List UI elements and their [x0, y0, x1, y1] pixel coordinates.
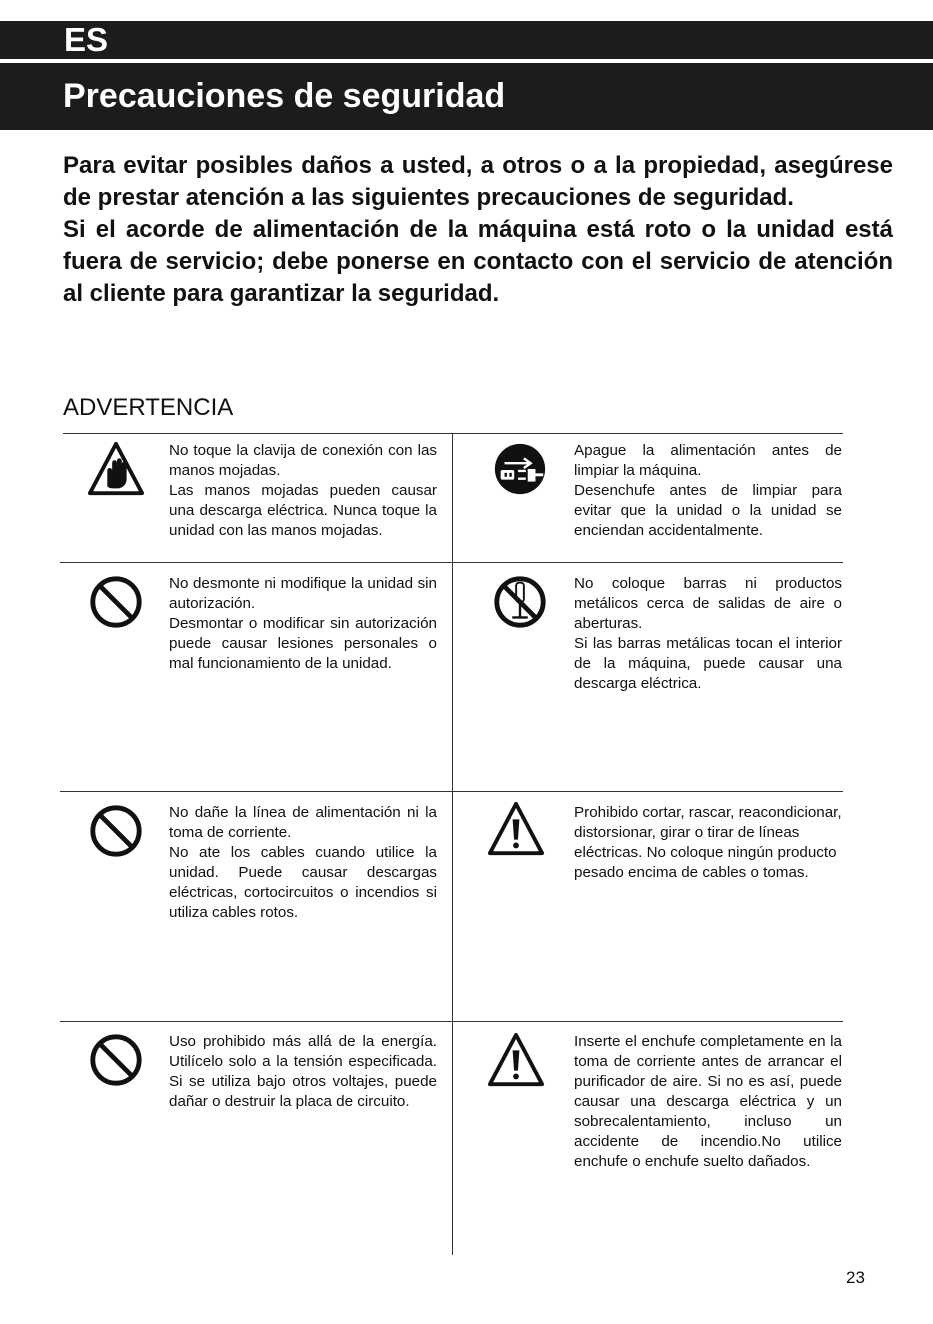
- precaution-paragraph: Las manos mojadas pueden causar una descarga eléctrica. Nunca toque la unidad con las manos mojadas.: [169, 482, 437, 539]
- precaution-paragraph: No desmonte ni modifique la unidad sin autorización.: [169, 575, 437, 612]
- precaution-paragraph: No ate los cables cuando utilice la unidad. Puede causar descargas eléctricas, cortocircuitos o incendios si utiliza cables rotos.: [169, 844, 437, 921]
- precaution-text: [169, 441, 437, 541]
- intro-paragraph-2: Si el acorde de alimentación de la máquina está roto o la unidad está fuera de servicio; debe ponerse en contacto con el servicio de atención al cliente para garantizar la seguridad.: [63, 216, 893, 307]
- table-column-divider: [452, 433, 453, 1255]
- precaution-paragraph: No dañe la línea de alimentación ni la toma de corriente.: [169, 804, 437, 841]
- precaution-text: [574, 1032, 842, 1172]
- caution-triangle-icon: [487, 800, 545, 858]
- precaution-paragraph: No coloque barras ni productos metálicos cerca de salidas de aire o aberturas.: [574, 575, 842, 632]
- precaution-text: [574, 441, 842, 541]
- table-top-rule: [63, 433, 843, 434]
- precaution-text: [169, 1032, 437, 1112]
- precaution-paragraph: Si las barras metálicas tocan el interior de la máquina, puede causar una descarga eléctrica.: [574, 635, 842, 692]
- warning-heading: ADVERTENCIA: [63, 394, 234, 421]
- page-number: 23: [846, 1268, 865, 1287]
- language-bar: [0, 21, 933, 59]
- precaution-paragraph: No toque la clavija de conexión con las manos mojadas.: [169, 442, 437, 479]
- precaution-text: [169, 574, 437, 674]
- precaution-paragraph: Prohibido cortar, rascar, reacondicionar, distorsionar, girar o tirar de líneas eléctricas. No coloque ningún producto pesado encima de cables o tomas.: [574, 804, 842, 881]
- intro-paragraph-1: Para evitar posibles daños a usted, a otros o a la propiedad, asegúrese de prestar atención a las siguientes precauciones de seguridad.: [63, 152, 893, 211]
- prohibited-icon: [87, 802, 145, 860]
- caution-triangle-icon: [487, 1031, 545, 1089]
- precaution-text: [169, 803, 437, 923]
- precaution-text: [574, 574, 842, 694]
- wet-hand-warning-icon: [87, 440, 145, 498]
- precaution-paragraph: Desenchufe antes de limpiar para evitar que la unidad o la unidad se enciendan accidentalmente.: [574, 482, 842, 539]
- prohibited-icon: [87, 573, 145, 631]
- precaution-paragraph: Uso prohibido más allá de la energía. Utilícelo solo a la tensión especificada. Si se utiliza bajo otros voltajes, puede dañar o destruir la placa de circuito.: [169, 1033, 437, 1110]
- no-metal-objects-icon: [491, 573, 549, 631]
- unplug-icon: [491, 440, 549, 498]
- prohibited-icon: [87, 1031, 145, 1089]
- precaution-paragraph: Inserte el enchufe completamente en la toma de corriente antes de arrancar el purificador de aire. Si no es así, puede causar una descarga eléctrica y un sobrecalentamiento, incluso un accidente de incendio.No utilice enchufe o enchufe suelto dañados.: [574, 1033, 842, 1170]
- title-bar: [0, 63, 933, 130]
- precaution-paragraph: Desmontar o modificar sin autorización puede causar lesiones personales o mal funcionamiento de la unidad.: [169, 615, 437, 672]
- page-title: Precauciones de seguridad: [63, 77, 506, 115]
- intro-text: [63, 150, 893, 310]
- precaution-paragraph: Apague la alimentación antes de limpiar la máquina.: [574, 442, 842, 479]
- precaution-text: [574, 803, 842, 883]
- language-code: ES: [64, 21, 109, 58]
